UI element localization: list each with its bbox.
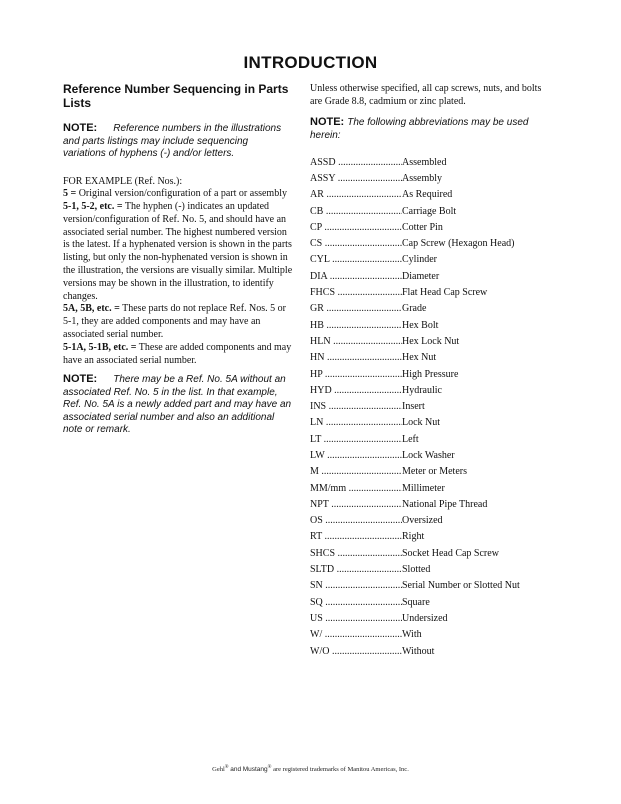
abbreviation-row <box>310 513 550 529</box>
abbreviation-row <box>310 480 550 496</box>
abbreviation-meaning: Carriage Bolt <box>402 205 457 217</box>
left-column <box>63 82 293 437</box>
abbreviation-row <box>310 545 550 561</box>
abbreviation-meaning: High Pressure <box>402 368 459 380</box>
example-intro: FOR EXAMPLE (Ref. Nos.): <box>63 175 183 187</box>
abbreviation-key: DIA ..... <box>310 271 402 282</box>
abbreviation-row <box>310 219 550 235</box>
abbreviation-meaning: Slotted <box>402 564 431 576</box>
example-item <box>63 342 293 368</box>
abbreviation-key: SQ ..... <box>310 597 402 608</box>
brand-gehl: Gehl <box>212 766 225 774</box>
note-reference-numbers <box>63 122 293 161</box>
abbreviation-row <box>310 643 550 659</box>
abbreviation-meaning: Serial Number or Slotted Nut <box>402 580 520 592</box>
abbreviation-key: NPT ..... <box>310 499 402 510</box>
abbreviation-row <box>310 578 550 594</box>
abbreviation-meaning: As Required <box>402 189 453 201</box>
abbreviation-key: FHCS ..... <box>310 287 402 298</box>
abbreviation-key: RT ..... <box>310 531 402 542</box>
footer-and: and <box>230 766 242 774</box>
abbreviation-key: INS ..... <box>310 401 402 412</box>
abbreviation-key: GR ..... <box>310 303 402 314</box>
abbreviation-row <box>310 317 550 333</box>
abbreviation-meaning: Oversized <box>402 515 443 527</box>
example-item <box>63 188 293 201</box>
abbreviation-meaning: Without <box>402 645 435 657</box>
footer-text: are registered trademarks of Manitou Americas, Inc. <box>273 766 409 774</box>
abbreviation-row <box>310 382 550 398</box>
abbreviation-meaning: Hex Lock Nut <box>402 335 460 347</box>
note-label: NOTE: <box>63 373 98 386</box>
example-key: 5A, 5B, etc. = <box>63 303 120 315</box>
section-heading: Reference Number Sequencing in Parts Lists <box>63 82 289 110</box>
abbreviation-row <box>310 594 550 610</box>
abbreviation-key: LN ..... <box>310 417 402 428</box>
right-column <box>310 82 550 659</box>
note-ref-5a <box>63 373 293 437</box>
abbreviation-key: HYD ..... <box>310 385 402 396</box>
abbreviation-key: US ..... <box>310 613 402 624</box>
abbreviation-row <box>310 187 550 203</box>
abbreviation-row <box>310 627 550 643</box>
abbreviation-key: CYL ..... <box>310 254 402 265</box>
note-text: Reference numbers in the illustrations and parts listings may include sequencing variations of hyphens (-) and/or letters. <box>63 123 282 159</box>
abbreviation-row <box>310 170 550 186</box>
abbreviation-key: HN ..... <box>310 352 402 363</box>
abbreviation-meaning: Cotter Pin <box>402 221 443 233</box>
abbreviation-meaning: Millimeter <box>402 482 445 494</box>
abbreviation-row <box>310 203 550 219</box>
abbreviation-key: AR ..... <box>310 189 402 200</box>
abbreviation-key: HLN ..... <box>310 336 402 347</box>
abbreviation-row <box>310 154 550 170</box>
abbreviation-key: LW ..... <box>310 450 402 461</box>
example-text: These parts do not replace Ref. Nos. 5 or 5-1, they are added components and may have an associated serial number. <box>63 303 286 341</box>
abbreviation-row <box>310 496 550 512</box>
abbreviation-row <box>310 431 550 447</box>
page-title: INTRODUCTION <box>243 53 378 72</box>
abbreviation-key: M ..... <box>310 466 402 477</box>
abbreviation-key: SN ..... <box>310 580 402 591</box>
abbreviation-key: CP ..... <box>310 222 402 233</box>
abbreviation-key: HP ..... <box>310 369 402 380</box>
abbreviation-key: SLTD ..... <box>310 564 402 575</box>
abbreviation-key: W/ ..... <box>310 629 402 640</box>
abbreviation-meaning: Hydraulic <box>402 384 442 396</box>
note-text: There may be a Ref. No. 5A without an associated Ref. No. 5 in the list. In that example, Ref. No. 5A is a newly added part and may have an associated serial number and also an additional note or remark. <box>63 374 292 436</box>
abbreviation-meaning: Flat Head Cap Screw <box>402 287 488 299</box>
abbreviation-row <box>310 398 550 414</box>
abbreviation-row <box>310 366 550 382</box>
abbreviation-key: HB ..... <box>310 320 402 331</box>
abbreviation-meaning: Meter or Meters <box>402 466 467 478</box>
abbreviation-key: ASSY ..... <box>310 173 402 184</box>
abbreviation-list <box>310 154 550 659</box>
example-key: 5-1, 5-2, etc. = <box>63 201 123 213</box>
abbreviation-row <box>310 268 550 284</box>
abbreviation-key: SHCS ..... <box>310 548 402 559</box>
abbreviation-key: CB ..... <box>310 206 402 217</box>
trademark-footer <box>0 765 621 773</box>
abbreviation-row <box>310 610 550 626</box>
abbreviation-meaning: Right <box>402 531 425 543</box>
note-label: NOTE: <box>63 122 98 134</box>
abbreviation-meaning: Lock Nut <box>402 417 441 429</box>
abbreviation-meaning: Cylinder <box>402 254 437 266</box>
brand-mustang: Mustang <box>242 766 268 774</box>
abbreviation-meaning: Left <box>402 433 419 445</box>
example-key: 5-1A, 5-1B, etc. = <box>63 341 137 353</box>
abbreviation-row <box>310 464 550 480</box>
abbreviation-meaning: Square <box>402 596 430 608</box>
abbreviation-meaning: Assembled <box>402 156 447 168</box>
abbreviation-meaning: National Pipe Thread <box>402 498 488 510</box>
abbreviation-key: LT ..... <box>310 434 402 445</box>
abbreviation-meaning: Undersized <box>402 612 448 624</box>
abbreviation-key: MM/mm ..... <box>310 483 402 494</box>
example-block <box>63 176 293 368</box>
abbreviation-meaning: Lock Washer <box>402 449 455 461</box>
abbreviation-meaning: Hex Bolt <box>402 319 439 331</box>
abbreviation-meaning: Diameter <box>402 270 440 282</box>
abbreviation-row <box>310 561 550 577</box>
abbreviation-row <box>310 301 550 317</box>
abbreviations-note <box>310 116 550 142</box>
note-text: The following abbreviations may be used herein: <box>310 117 529 141</box>
fastener-grade-note: Unless otherwise specified, all cap screws, nuts, and bolts are Grade 8.8, cadmium or zinc plated. <box>310 83 542 107</box>
abbreviation-row <box>310 350 550 366</box>
abbreviation-row <box>310 529 550 545</box>
registered-mark: ® <box>267 765 272 770</box>
note-label: NOTE: <box>310 116 345 128</box>
example-text: The hyphen (-) indicates an updated version/configuration of Ref. No. 5, and should have an associated serial number. The highest numbered version is the latest. If a hyphenated version is shown in the parts listing, but only the non-hyphenated version is shown in the illustration, the versions are visually similar. Multiple versions may be shown in the illustration, to identify changes. <box>63 201 293 302</box>
abbreviation-key: OS ..... <box>310 515 402 526</box>
abbreviation-row <box>310 235 550 251</box>
abbreviation-row <box>310 333 550 349</box>
abbreviation-row <box>310 284 550 300</box>
abbreviation-row <box>310 252 550 268</box>
abbreviation-key: ASSD ..... <box>310 157 402 168</box>
example-item <box>63 201 293 303</box>
abbreviation-meaning: Socket Head Cap Screw <box>402 547 499 559</box>
abbreviation-row <box>310 447 550 463</box>
abbreviation-meaning: Assembly <box>402 172 442 184</box>
example-text: These are added components and may have an associated serial number. <box>63 341 292 366</box>
example-key: 5 = <box>63 188 77 200</box>
abbreviation-meaning: Cap Screw (Hexagon Head) <box>402 238 515 250</box>
example-item <box>63 303 293 341</box>
abbreviation-meaning: Grade <box>402 303 427 315</box>
abbreviation-key: W/O ..... <box>310 646 402 657</box>
example-text: Original version/configuration of a part or assembly <box>78 188 287 200</box>
abbreviation-meaning: Hex Nut <box>402 352 437 364</box>
abbreviation-meaning: Insert <box>402 401 425 413</box>
abbreviation-row <box>310 415 550 431</box>
abbreviation-meaning: With <box>402 629 422 641</box>
abbreviation-key: CS ..... <box>310 238 402 249</box>
registered-mark: ® <box>224 765 229 770</box>
